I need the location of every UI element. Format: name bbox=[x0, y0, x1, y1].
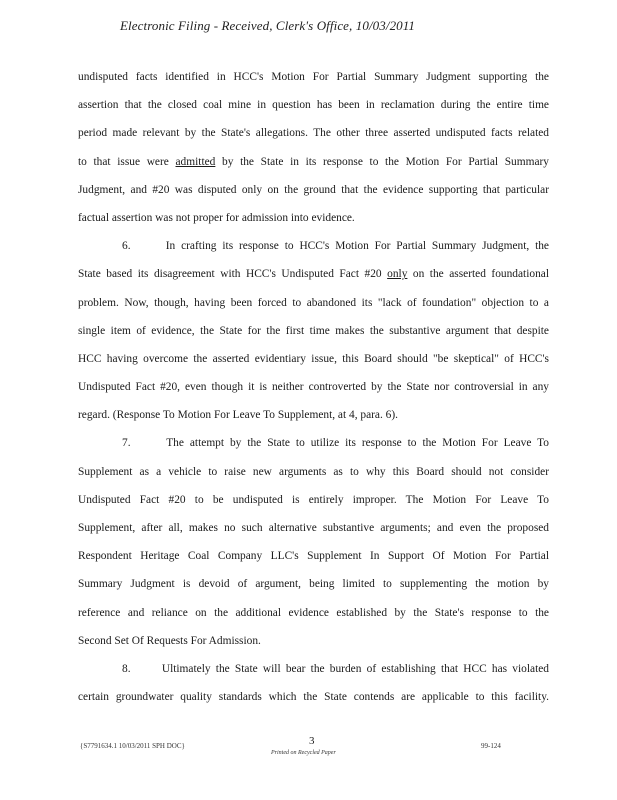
page-number: 3 bbox=[309, 735, 315, 747]
document-body bbox=[78, 63, 549, 711]
text-line: HCC having overcome the asserted evidentiary issue, this Board should "be skeptical" of HCC's bbox=[78, 352, 549, 365]
underlined-word: only bbox=[387, 268, 408, 281]
text-fragment: by the State in its response to the Motion For Partial Summary bbox=[215, 155, 550, 168]
text-line: problem. Now, though, having been forced to abandoned its "lack of foundation" objection to a bbox=[78, 296, 549, 309]
text-line: factual assertion was not proper for admission into evidence. bbox=[78, 211, 355, 224]
text-line: Undisputed Fact #20 to be undisputed is entirely improper. The Motion For Leave To bbox=[78, 493, 549, 506]
document-id: {S7791634.1 10/03/2011 SPH DOC} bbox=[80, 742, 185, 750]
text-line: Respondent Heritage Coal Company LLC's Supplement In Support Of Motion For Partial bbox=[78, 550, 549, 563]
text-line: Summary Judgment is devoid of argument, being limited to supplementing the motion by bbox=[78, 578, 549, 591]
text-line: assertion that the closed coal mine in question has been in reclamation during the entire time bbox=[78, 99, 549, 112]
paragraph-8 bbox=[78, 655, 549, 711]
text-line: Supplement, after all, makes no such alternative substantive arguments; and even the proposed bbox=[78, 522, 549, 534]
recycled-paper-note: Printed on Recycled Paper bbox=[271, 750, 336, 756]
filing-stamp: Electronic Filing - Received, Clerk's Office, 10/03/2011 bbox=[120, 18, 416, 33]
text-fragment: on the asserted foundational bbox=[407, 268, 549, 281]
text-line bbox=[78, 260, 549, 288]
text-line: 7. The attempt by the State to utilize its response to the Motion For Leave To bbox=[122, 437, 549, 450]
text-line: Supplement as a vehicle to raise new arguments as to why this Board should not consider bbox=[78, 465, 549, 478]
text-line: certain groundwater quality standards which the State contends are applicable to this facility. bbox=[78, 691, 549, 704]
text-line: Second Set Of Requests For Admission. bbox=[78, 634, 261, 647]
paragraph-7 bbox=[78, 429, 549, 655]
text-line: Undisputed Fact #20, even though it is neither controverted by the State nor controversial in any bbox=[78, 381, 549, 394]
text-line: regard. (Response To Motion For Leave To Supplement, at 4, para. 6). bbox=[78, 409, 399, 422]
text-line: Judgment, and #20 was disputed only on the ground that the evidence supporting that particular bbox=[78, 183, 549, 196]
paragraph-continuation bbox=[78, 63, 549, 232]
case-number: 99-124 bbox=[481, 742, 501, 750]
text-line bbox=[78, 148, 549, 176]
paragraph-6 bbox=[78, 232, 549, 429]
text-line: single item of evidence, the State for the first time makes the substantive argument that despite bbox=[78, 324, 549, 337]
text-line: 6. In crafting its response to HCC's Motion For Partial Summary Judgment, the bbox=[122, 240, 549, 253]
text-line: reference and reliance on the additional evidence established by the State's response to the bbox=[78, 606, 549, 619]
text-line: period made relevant by the State's allegations. The other three asserted undisputed facts related bbox=[78, 127, 549, 140]
text-fragment: to that issue were bbox=[78, 155, 176, 168]
text-fragment: State based its disagreement with HCC's Undisputed Fact #20 bbox=[78, 268, 388, 281]
underlined-word: admitted bbox=[175, 155, 216, 168]
text-line: undisputed facts identified in HCC's Motion For Partial Summary Judgment supporting the bbox=[78, 71, 549, 83]
text-line: 8. Ultimately the State will bear the burden of establishing that HCC has violated bbox=[122, 662, 549, 675]
